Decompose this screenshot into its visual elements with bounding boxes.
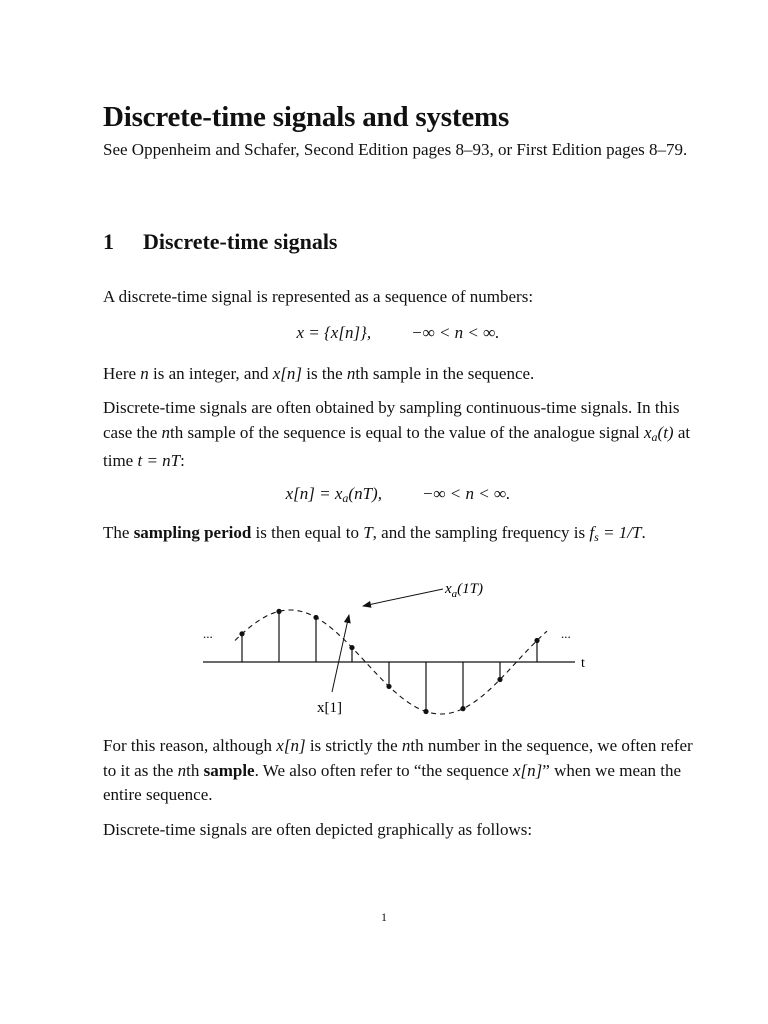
text: .: [641, 523, 646, 542]
text: ” when we mean the entire sequence.: [103, 760, 682, 804]
section-title: Discrete-time signals: [143, 229, 338, 254]
math-n: n: [140, 364, 149, 383]
paragraph-6: Discrete-time signals are often depicted graphically as follows:: [103, 820, 533, 839]
math-x: x: [644, 422, 652, 442]
equation-2: [103, 484, 693, 506]
eq2-sub: a: [342, 491, 349, 505]
math-n: n: [346, 364, 356, 383]
sample-dot: [423, 709, 428, 714]
eq2-rhs: −∞ < n < ∞.: [421, 484, 511, 503]
math-xn: x[n]: [272, 364, 303, 383]
eq2-lhs: x[n] = x: [285, 484, 343, 503]
paragraph-4: [103, 521, 693, 550]
label-xa-x: x: [445, 581, 452, 597]
sample-dot: [349, 645, 354, 650]
ellipsis-right: ...: [561, 626, 571, 641]
sample-dot: [534, 638, 539, 643]
math-n: n: [161, 422, 171, 442]
sample-dot: [386, 684, 391, 689]
bold-term: sampling period: [133, 523, 252, 542]
text: , and the sampling frequency is: [372, 523, 590, 542]
equation-1: [103, 323, 693, 343]
subtitle: See Oppenheim and Schafer, Second Edition pages 8–93, or First Edition pages 8–79.: [103, 140, 688, 159]
section-number: 1: [103, 229, 114, 254]
sample-dot: [313, 615, 318, 620]
paragraph-2: [103, 362, 693, 387]
text: th: [186, 760, 204, 780]
section-heading: [103, 229, 338, 255]
sample-dot: [239, 631, 244, 636]
label-t: t: [581, 656, 585, 671]
label-xa-sub: a: [451, 588, 458, 600]
text: th sample of the sequence is equal to the value of the analogue signal: [170, 422, 644, 442]
paragraph-1: A discrete-time signal is represented as a sequence of numbers:: [103, 287, 534, 306]
paragraph-3: [103, 396, 693, 474]
bold-term: sample: [203, 760, 255, 780]
math-n: n: [177, 760, 187, 780]
math-fs-eq: = 1/T: [598, 523, 642, 542]
paragraph-5: [103, 734, 693, 808]
page-number: 1: [381, 910, 387, 924]
page-title: Discrete-time signals and systems: [103, 101, 510, 133]
text: is strictly the: [305, 736, 402, 755]
text: is then equal to: [251, 523, 364, 542]
text: The: [103, 523, 134, 542]
math-sub-s: s: [594, 530, 599, 544]
text: Discrete-time signals are often obtained by sampling continuous-time signals. In this case the: [103, 398, 680, 442]
text: For this reason, although: [103, 736, 277, 755]
label-x1: x[1]: [317, 700, 342, 716]
text: :: [180, 451, 185, 470]
text: Here: [103, 364, 141, 383]
math-T: T: [363, 523, 373, 542]
text: is an integer, and: [148, 364, 273, 383]
math-t-eq: t = nT: [137, 451, 181, 470]
math-n: n: [401, 736, 411, 755]
sample-dot: [276, 609, 281, 614]
math-sub-a: a: [651, 429, 658, 444]
text: at time: [103, 422, 691, 470]
label-xa-arg: (1T): [457, 581, 484, 597]
text: . We also often refer to “the sequence: [254, 760, 513, 780]
text: th sample in the sequence.: [355, 364, 535, 383]
math-xn: x[n]: [276, 736, 306, 755]
eq2-lhs2: (nT),: [348, 484, 382, 503]
text: th number in the sequence, we often refer to it as the: [103, 736, 693, 780]
xa-arrow: [363, 589, 443, 606]
label-xa: [444, 581, 483, 600]
sample-dot: [460, 706, 465, 711]
sample-dot: [497, 677, 502, 682]
math-xn: x[n]: [513, 760, 543, 780]
ellipsis-left: ...: [203, 626, 213, 641]
sampling-figure: [195, 575, 595, 725]
eq1-lhs: x = {x[n]},: [296, 323, 372, 342]
math-arg: (t): [657, 422, 674, 442]
x1-arrow: [332, 615, 349, 692]
text: is the: [302, 364, 347, 383]
math-f: f: [589, 523, 595, 542]
eq1-rhs: −∞ < n < ∞.: [411, 323, 500, 342]
